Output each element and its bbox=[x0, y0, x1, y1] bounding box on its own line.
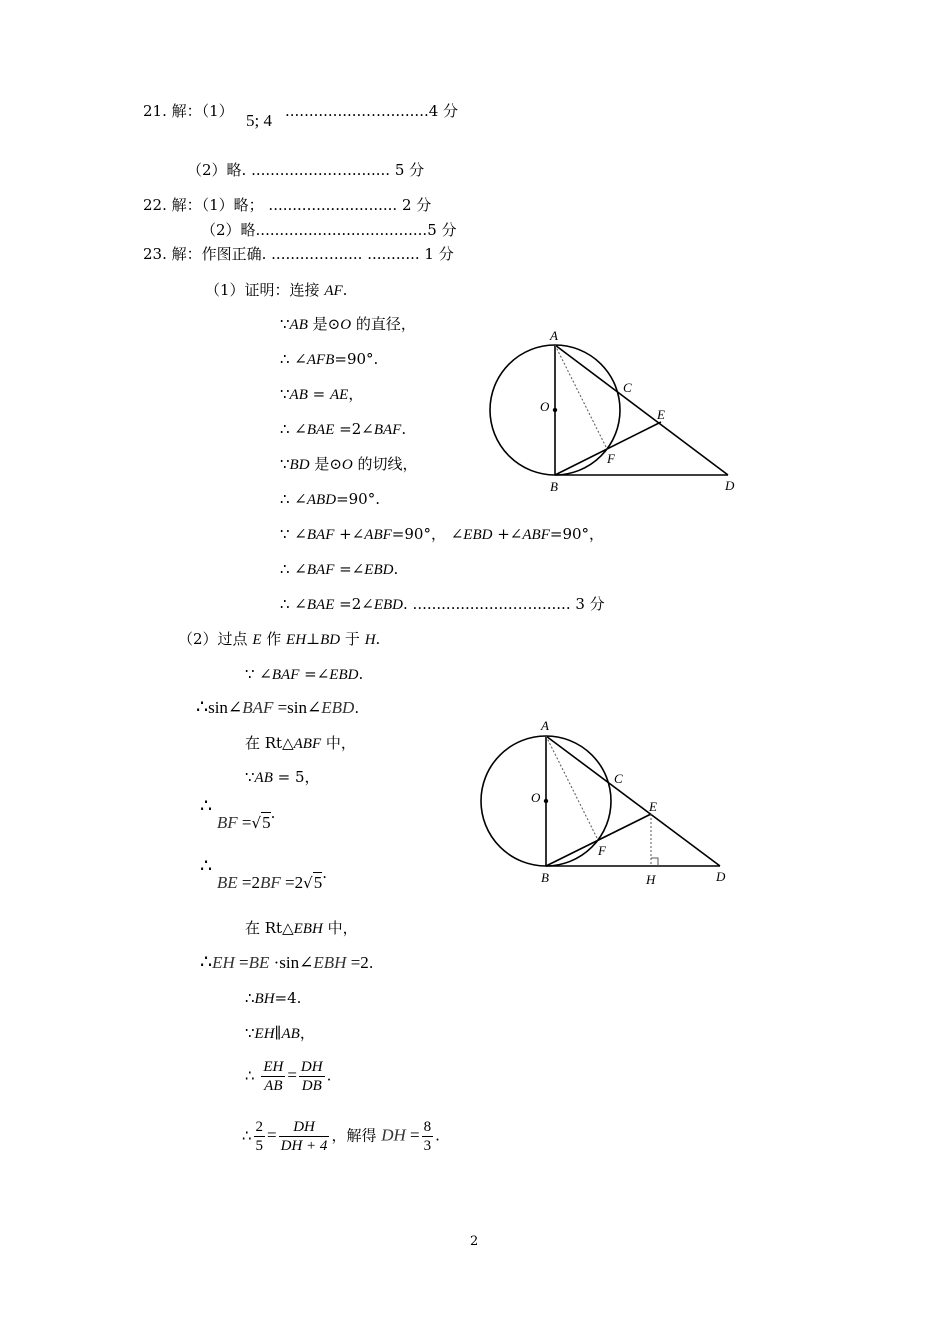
fig2-label-b: B bbox=[541, 870, 549, 885]
segment-be bbox=[546, 814, 651, 866]
fig2-label-c: C bbox=[614, 771, 623, 786]
geometry-figure-2 bbox=[470, 715, 740, 890]
center-point-o bbox=[553, 408, 557, 412]
part2-line-10: ∵EH∥AB， bbox=[245, 1024, 315, 1042]
fraction-dh-dh4: $\frac{DH}{DH + 4}$ bbox=[280, 1119, 328, 1154]
q21-answer: 5; 4 bbox=[246, 111, 272, 130]
proof-line-1: ∵AB 是⊙O 的直径， bbox=[280, 315, 416, 333]
proof-line-8: ∴ ∠BAF =∠EBD. bbox=[280, 560, 399, 578]
segment-ad bbox=[546, 736, 720, 866]
q21-score: .................…..........4 分 bbox=[285, 102, 459, 120]
proof-line-4: ∴ ∠BAE =2∠BAF. bbox=[280, 420, 407, 438]
part2-line-2: ∴sin∠BAF =sin∠EBD. bbox=[196, 696, 360, 718]
part2-line-7: 在 Rt△EBH 中， bbox=[245, 919, 358, 937]
fig2-label-h: H bbox=[646, 872, 656, 887]
q23-part1-intro: （1）证明：连接 AF. bbox=[205, 281, 348, 299]
part2-line-12: ∴ $\frac{2}{5}$ = $\frac{DH}{DH + 4}$ ，解得 DH = $\frac{8}{3}$ . bbox=[242, 1119, 440, 1154]
fig2-label-f: F bbox=[598, 843, 606, 858]
proof-line-9: ∴ ∠BAE =2∠EBD. .....................…......... 3 分 bbox=[280, 595, 605, 613]
q21-label: 21. 解：（1） bbox=[143, 102, 234, 120]
part2-line-5: ∴ BF =√5. bbox=[200, 795, 276, 832]
part2-line-8: ∴EH =BE ·sin∠EBH =2. bbox=[200, 951, 374, 973]
proof-line-7: ∵ ∠BAF +∠ABF=90°， ∠EBD +∠ABF=90°， bbox=[280, 525, 605, 543]
part2-line-4: ∵AB = 5， bbox=[245, 768, 320, 786]
part2-intro: （2）过点 E 作 EH⊥BD 于 H. bbox=[178, 630, 381, 648]
q22-part1: 22. 解：（1）略； ........................... 2 分 bbox=[143, 196, 432, 214]
fig2-label-d: D bbox=[716, 869, 726, 884]
proof-line-6: ∴ ∠ABD=90°. bbox=[280, 490, 380, 508]
fig1-label-d: D bbox=[725, 478, 735, 493]
fraction-dh-db: $\frac{DH}{DB}$ bbox=[300, 1059, 323, 1094]
fig1-label-c: C bbox=[623, 380, 632, 395]
proof-line-3: ∵AB = AE， bbox=[280, 385, 364, 403]
part2-line-3: 在 Rt△ABF 中， bbox=[245, 734, 356, 752]
proof-line-2: ∴ ∠AFB=90°. bbox=[280, 350, 379, 368]
fig1-label-e: E bbox=[657, 407, 665, 422]
proof-line-5: ∵BD 是⊙O 的切线， bbox=[280, 455, 418, 473]
segment-af-dashed bbox=[546, 736, 598, 840]
part2-line-9: ∴BH=4. bbox=[245, 989, 302, 1007]
fig1-label-a: A bbox=[550, 328, 558, 343]
segment-be bbox=[555, 422, 661, 475]
page-number: 2 bbox=[470, 1234, 479, 1249]
q22-part2: （2）略....................................5 分 bbox=[201, 221, 457, 239]
fraction-8-3: $\frac{8}{3}$ bbox=[423, 1119, 432, 1154]
geometry-figure-1 bbox=[480, 325, 750, 500]
fig1-label-f: F bbox=[607, 451, 615, 466]
fig2-label-a: A bbox=[541, 718, 549, 733]
fraction-2-5: $\frac{2}{5}$ bbox=[255, 1119, 264, 1154]
fig2-label-e: E bbox=[649, 799, 657, 814]
fig1-label-o: O bbox=[540, 399, 550, 414]
segment-af-dashed bbox=[555, 345, 607, 449]
q23-heading: 23. 解：作图正确. ..........…...... ........... 1 分 bbox=[143, 245, 454, 263]
part2-line-1: ∵ ∠BAF =∠EBD. bbox=[245, 665, 364, 683]
center-point-o bbox=[544, 799, 548, 803]
segment-ad bbox=[555, 345, 728, 475]
right-angle-mark bbox=[651, 858, 658, 866]
part2-line-6: ∴ BE =2BF =2√5. bbox=[200, 855, 327, 892]
fig1-label-b: B bbox=[550, 479, 558, 494]
q21-part2: （2）略. .................…......... 5 分 bbox=[187, 161, 425, 179]
part2-line-11: ∴ $\frac{EH}{AB}$ = $\frac{DH}{DB}$ . bbox=[245, 1059, 332, 1094]
fraction-eh-ab: $\frac{EH}{AB}$ bbox=[263, 1059, 284, 1094]
fig2-label-o: O bbox=[531, 790, 541, 805]
